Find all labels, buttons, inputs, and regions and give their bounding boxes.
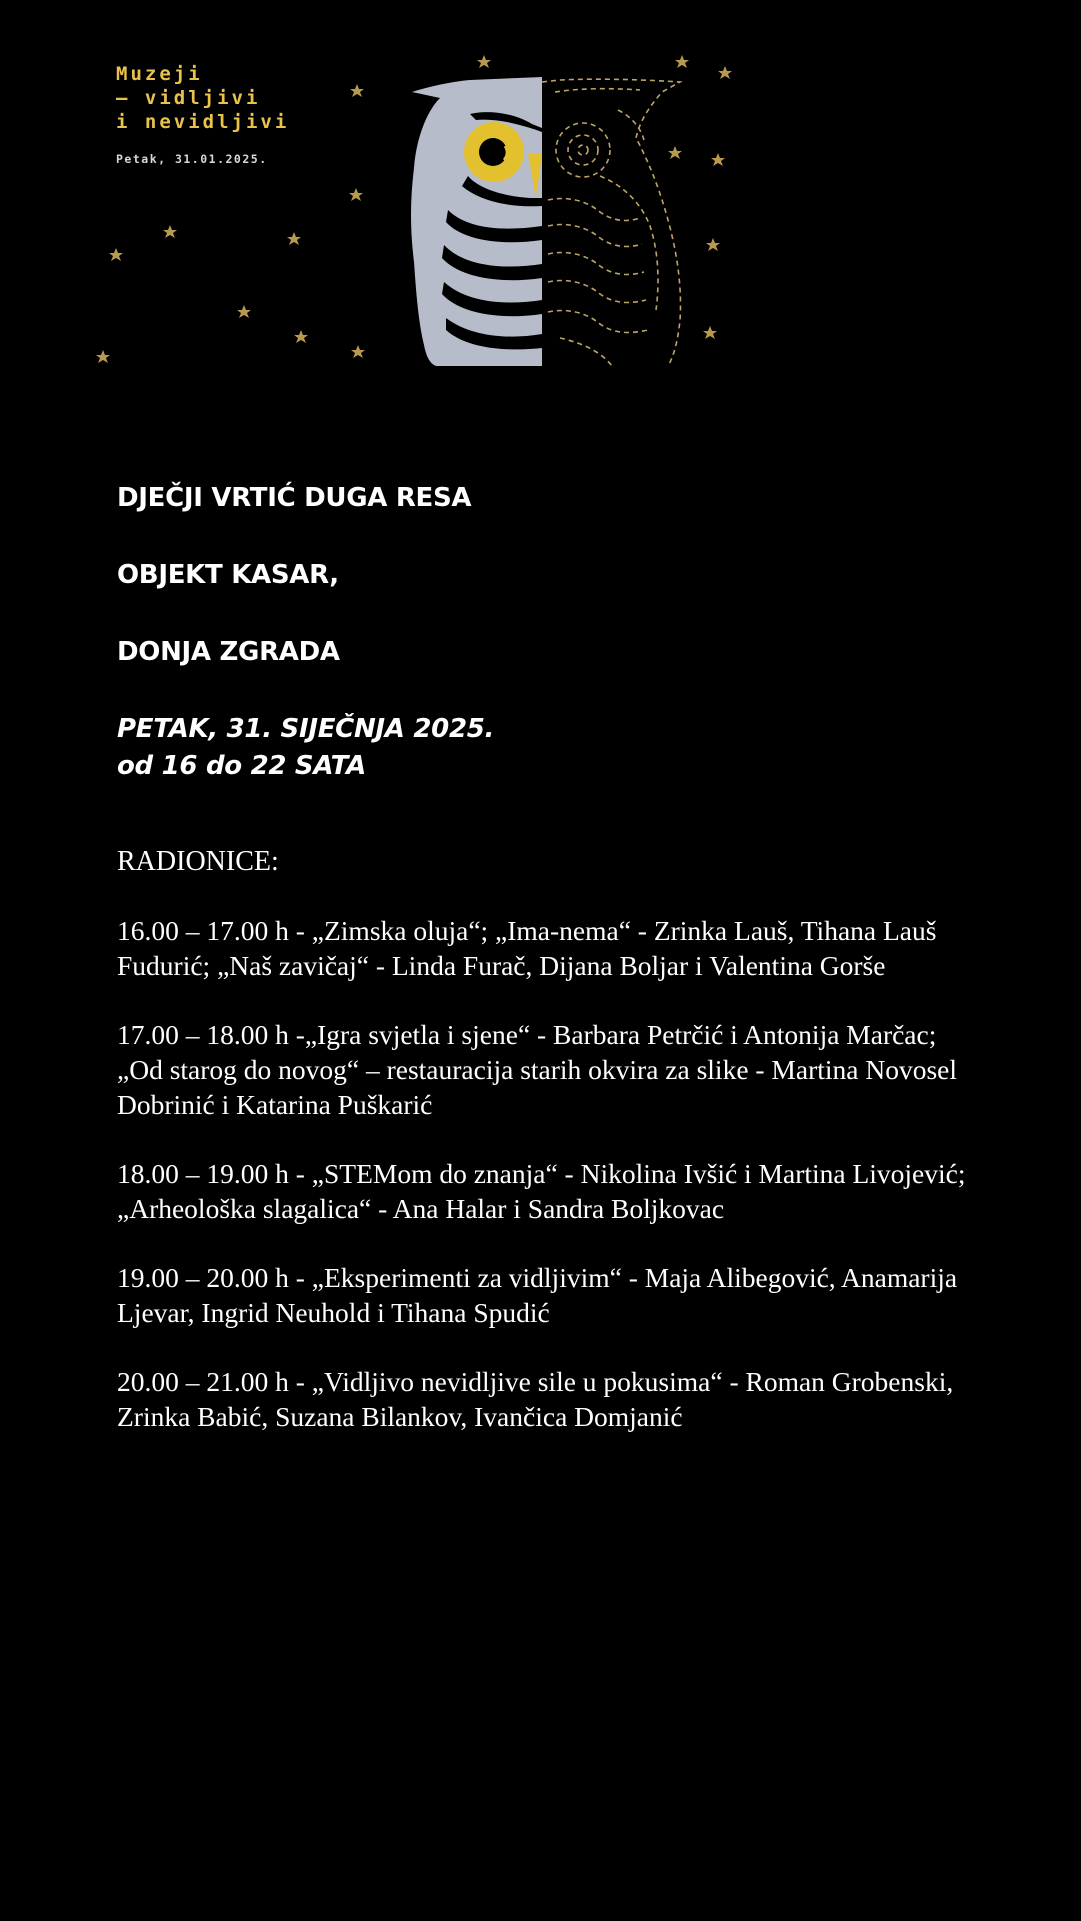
star-icon	[706, 238, 720, 251]
workshop-item: 18.00 – 19.00 h - „STEMom do znanja“ - Nikolina Ivšić i Martina Livojević; „Arheološka slagalica“ - Ana Halar i Sandra Boljkovac	[117, 1158, 966, 1224]
star-icon	[477, 55, 491, 68]
brand-line-1: Muzeji	[116, 63, 203, 85]
workshops-heading: RADIONICE:	[117, 846, 279, 877]
star-icon	[163, 225, 177, 238]
star-icon	[668, 146, 682, 159]
star-icon	[294, 330, 308, 343]
brand-date: Petak, 31.01.2025.	[116, 152, 268, 166]
brand-line-3: i nevidljivi	[116, 111, 290, 133]
star-icon	[718, 66, 732, 79]
event-date: PETAK, 31. SIJEČNJA 2025.	[117, 714, 495, 744]
star-icon	[287, 232, 301, 245]
owl-solid-half	[411, 77, 542, 366]
star-icon	[109, 248, 123, 261]
workshop-item: 17.00 – 18.00 h -„Igra svjetla i sjene“ - Barbara Petrčić i Antonija Marčac; „Od starog do novog“ – restauracija starih okvira za slike - Martina Novosel Dobrinić i Katarina Puškarić	[117, 1019, 958, 1120]
venue-name: DJEČJI VRTIĆ DUGA RESA	[117, 483, 472, 513]
workshop-item: 19.00 – 20.00 h - „Eksperimenti za vidljivim“ - Maja Alibegović, Anamarija Ljevar, Ingrid Neuhold i Tihana Spudić	[117, 1262, 958, 1328]
event-time: od 16 do 22 SATA	[117, 751, 366, 781]
star-icon	[350, 84, 364, 97]
star-icon	[711, 153, 725, 166]
star-icon	[675, 55, 689, 68]
brand-line-2: — vidljivi	[116, 87, 261, 109]
header-graphic	[0, 0, 1081, 380]
workshop-item: 20.00 – 21.00 h - „Vidljivo nevidljive sile u pokusima“ - Roman Grobenski, Zrinka Babić, Suzana Bilankov, Ivančica Domjanić	[117, 1366, 954, 1432]
star-icon	[237, 305, 251, 318]
star-icon	[349, 188, 363, 201]
event-details	[117, 480, 977, 1468]
workshop-item: 16.00 – 17.00 h - „Zimska oluja“; „Ima-nema“ - Zrinka Lauš, Tihana Lauš Fudurić; „Naš zavičaj“ - Linda Furač, Dijana Boljar i Valentina Gorše	[117, 915, 937, 981]
venue-floor: DONJA ZGRADA	[117, 637, 340, 667]
venue-building: OBJEKT KASAR,	[117, 560, 339, 590]
star-icon	[351, 345, 365, 358]
owl-icon	[0, 0, 1081, 380]
star-icon	[96, 350, 110, 363]
star-icon	[703, 326, 717, 339]
owl-outline-half	[542, 79, 681, 366]
